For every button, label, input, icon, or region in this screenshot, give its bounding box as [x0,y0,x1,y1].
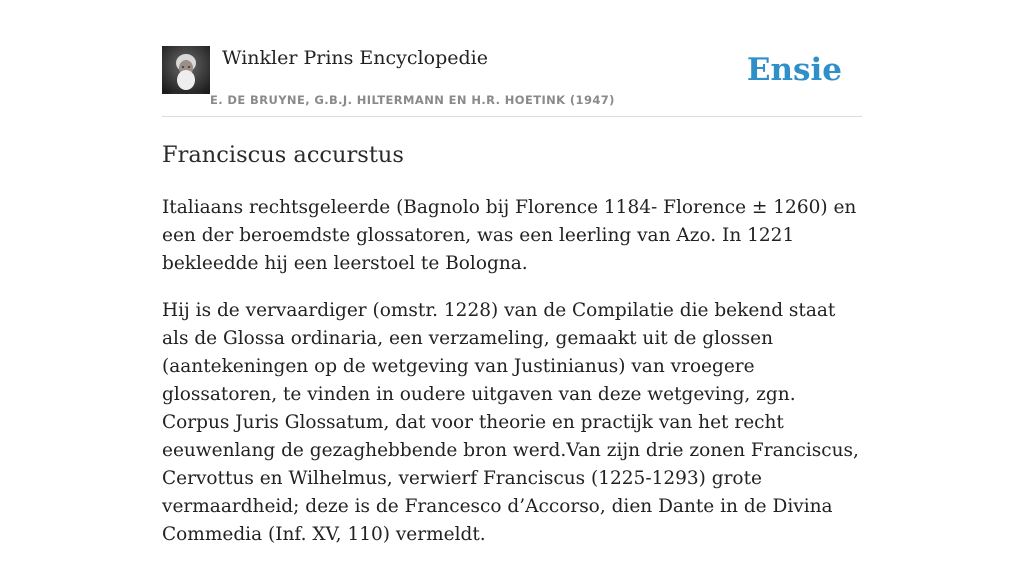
header [162,46,862,117]
author-avatar[interactable] [162,46,210,94]
article-paragraph: Hij is de vervaardiger (omstr. 1228) van de Compilatie die bekend staat als de Glossa ordinaria, een verzameling, gemaakt uit de glossen (aantekeningen op de wetgeving van Justinianus) van vroegere glossatoren, te vinden in oudere uitgaven van deze wetgeving, zgn. Corpus Juris Glossatum, dat voor theorie en practijk van het recht eeuwenlang de gezaghebbende bron werd.Van zijn drie zonen Franciscus, Cervottus en Wilhelmus, verwierf Franciscus (1225-1293) grote vermaardheid; deze is de Francesco d’Accorso, dien Dante in de Divina Commedia (Inf. XV, 110) vermeldt. [162,300,859,545]
article [162,138,862,568]
article-paragraph: Italiaans rechtsgeleerde (Bagnolo bij Florence 1184- Florence ± 1260) en een der beroemdste glossatoren, was een leerling van Azo. In 1221 bekleedde hij een leerstoel te Bologna. [162,197,857,274]
article-title: Franciscus accurstus [162,142,404,168]
bearded-man-portrait-icon [162,46,210,94]
site-title[interactable]: Winkler Prins Encyclopedie [222,47,488,69]
brand-logo[interactable]: Ensie [746,52,842,88]
authors-line: E. DE BRUYNE, G.B.J. HILTERMANN EN H.R. HOETINK (1947) [210,93,615,107]
